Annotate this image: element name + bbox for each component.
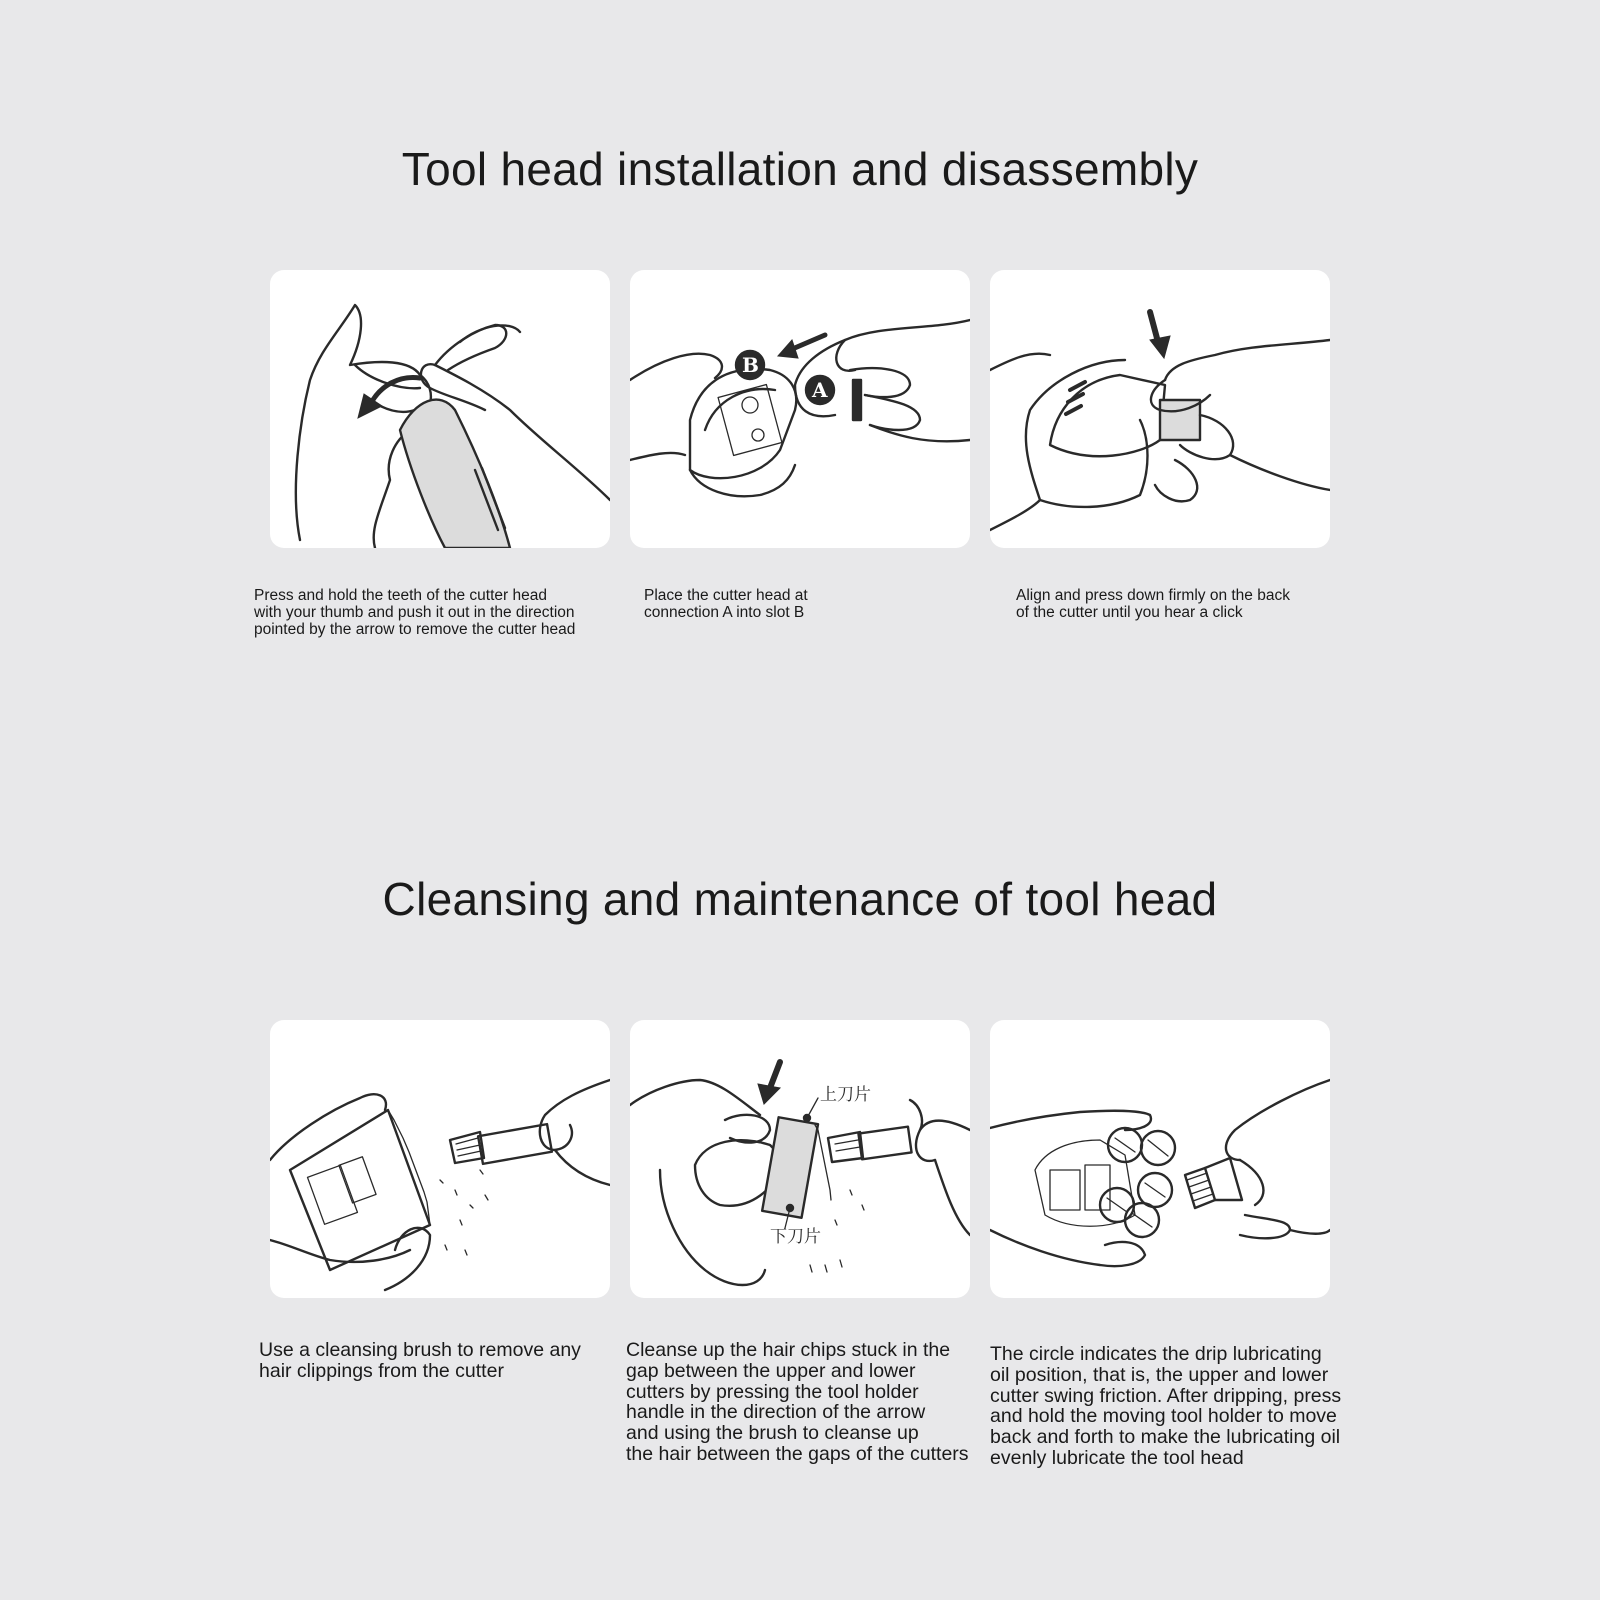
insert-cutter-head-drawing xyxy=(630,270,970,548)
illustration-brush-clippings xyxy=(270,1020,610,1298)
remove-cutter-head-drawing xyxy=(270,270,610,548)
caption-lubricate-oil: The circle indicates the drip lubricating oil position, that is, the upper and lower cutter swing friction. After dripping, press and hold the moving tool holder to move back and forth to make the lubricating oil evenly lubricate the tool head xyxy=(990,1343,1342,1469)
label-a: A xyxy=(812,378,828,402)
press-cutter-click-drawing xyxy=(990,270,1330,548)
caption-press-cutter-click: Align and press down firmly on the back of the cutter until you hear a click xyxy=(1016,587,1290,621)
section-title-installation: Tool head installation and disassembly xyxy=(401,143,1199,195)
caption-insert-cutter-head: Place the cutter head at connection A into slot B xyxy=(644,587,808,621)
illustration-insert-cutter-head xyxy=(630,270,970,548)
label-b: B xyxy=(742,353,759,377)
illustration-press-cutter-click xyxy=(990,270,1330,548)
caption-remove-cutter-head: Press and hold the teeth of the cutter head with your thumb and push it out in the direction pointed by the arrow to remove the cutter head xyxy=(254,587,576,638)
label-upper-blade: 上刀片 xyxy=(820,1085,871,1105)
label-lower-blade: 下刀片 xyxy=(770,1227,821,1247)
illustration-lubricate-oil xyxy=(990,1020,1330,1298)
brush-clippings-drawing xyxy=(270,1020,610,1298)
section-title-cleansing: Cleansing and maintenance of tool head xyxy=(382,873,1218,925)
caption-brush-gap: Cleanse up the hair chips stuck in the gap between the upper and lower cutters by pressing the tool holder handle in the direction of the arrow and using the brush to cleanse up the hair between the gaps of the cutters xyxy=(626,1339,969,1465)
caption-brush-clippings: Use a cleansing brush to remove any hair clippings from the cutter xyxy=(259,1339,581,1382)
illustration-brush-gap xyxy=(630,1020,970,1298)
brush-gap-drawing xyxy=(630,1020,970,1298)
lubricate-oil-drawing xyxy=(990,1020,1330,1298)
illustration-remove-cutter-head xyxy=(270,270,610,548)
